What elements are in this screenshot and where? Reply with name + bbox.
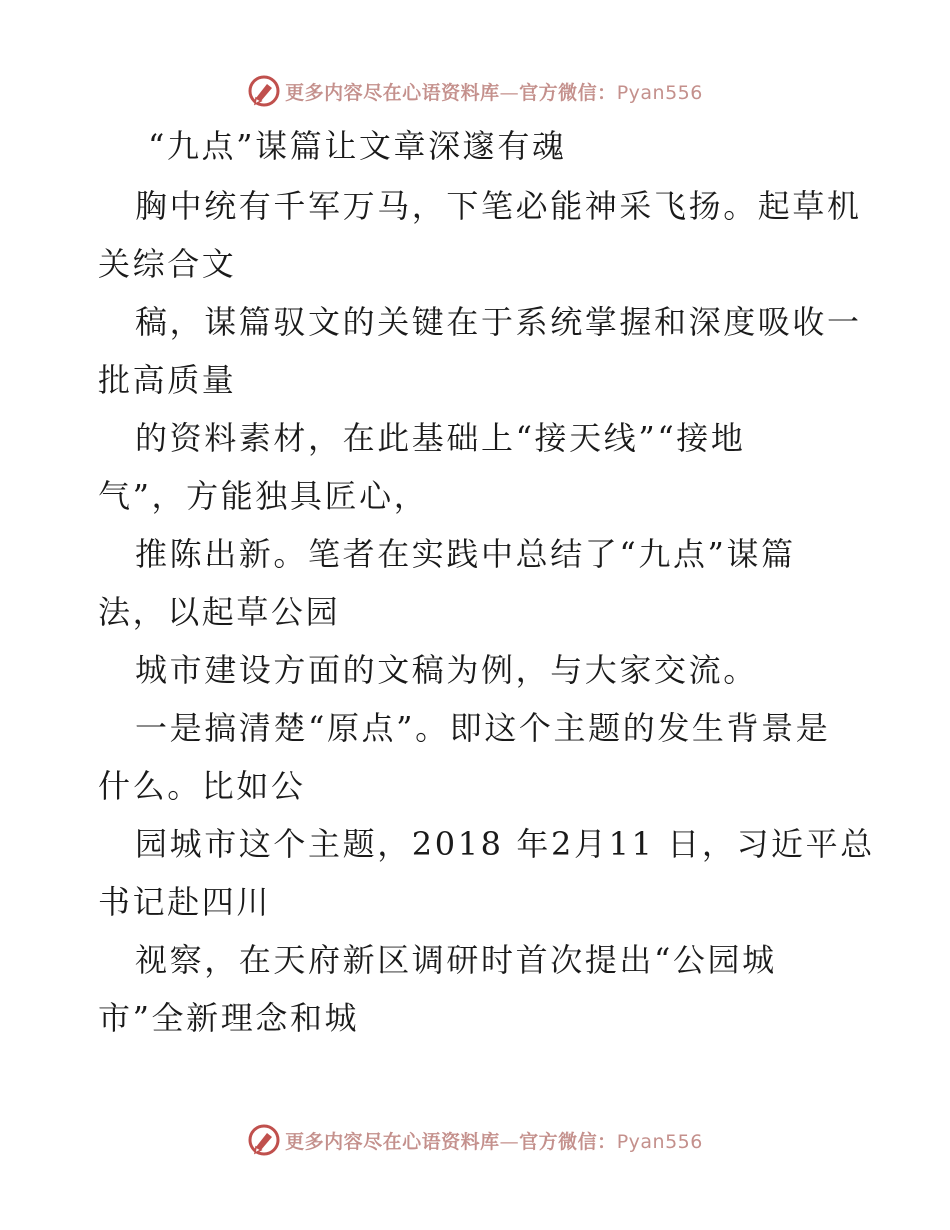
watermark-text-cn: 更多内容尽在心语资料库 xyxy=(285,81,500,104)
footer-watermark xyxy=(0,1120,950,1160)
pen-logo-icon xyxy=(247,1123,281,1157)
article-title: “九点”谋篇让文章深邃有魂 xyxy=(148,127,567,165)
paragraph-line: 胸中统有千军万马，下笔必能神采飞扬。起草机 xyxy=(135,187,862,225)
paragraph-line: 法，以起草公园 xyxy=(98,593,341,631)
watermark-separator: — xyxy=(499,1130,520,1153)
paragraph-line: 气”，方能独具匠心， xyxy=(98,477,429,515)
paragraph-line: 的资料素材，在此基础上“接天线”“接地 xyxy=(135,419,746,457)
watermark-account: Pyan556 xyxy=(616,1130,703,1153)
paragraph-line: 什么。比如公 xyxy=(98,767,306,805)
paragraph-line: 一是搞清楚“原点”。即这个主题的发生背景是 xyxy=(135,709,831,747)
paragraph-line: 推陈出新。笔者在实践中总结了“九点”谋篇 xyxy=(135,535,796,573)
watermark-official-label: 官方微信： xyxy=(519,81,617,104)
paragraph-line: 关综合文 xyxy=(98,245,237,283)
watermark-text xyxy=(285,78,703,105)
paragraph-line: 视察，在天府新区调研时首次提出“公园城 xyxy=(135,941,777,979)
pen-logo-icon xyxy=(247,74,281,108)
paragraph-line: 园城市这个主题，2018 年2月11 日，习近平总 xyxy=(135,825,875,863)
watermark-separator: — xyxy=(499,81,520,104)
paragraph-line: 批高质量 xyxy=(98,361,237,399)
watermark-official-label: 官方微信： xyxy=(519,1130,617,1153)
watermark-text xyxy=(285,1127,703,1154)
paragraph-line: 城市建设方面的文稿为例，与大家交流。 xyxy=(135,651,758,689)
header-watermark xyxy=(0,71,950,111)
paragraph-line: 稿，谋篇驭文的关键在于系统掌握和深度吸收一 xyxy=(135,303,862,341)
paragraph-line: 市”全新理念和城 xyxy=(98,999,360,1037)
paragraph-line: 书记赴四川 xyxy=(98,883,272,921)
watermark-account: Pyan556 xyxy=(616,81,703,104)
watermark-text-cn: 更多内容尽在心语资料库 xyxy=(285,1130,500,1153)
